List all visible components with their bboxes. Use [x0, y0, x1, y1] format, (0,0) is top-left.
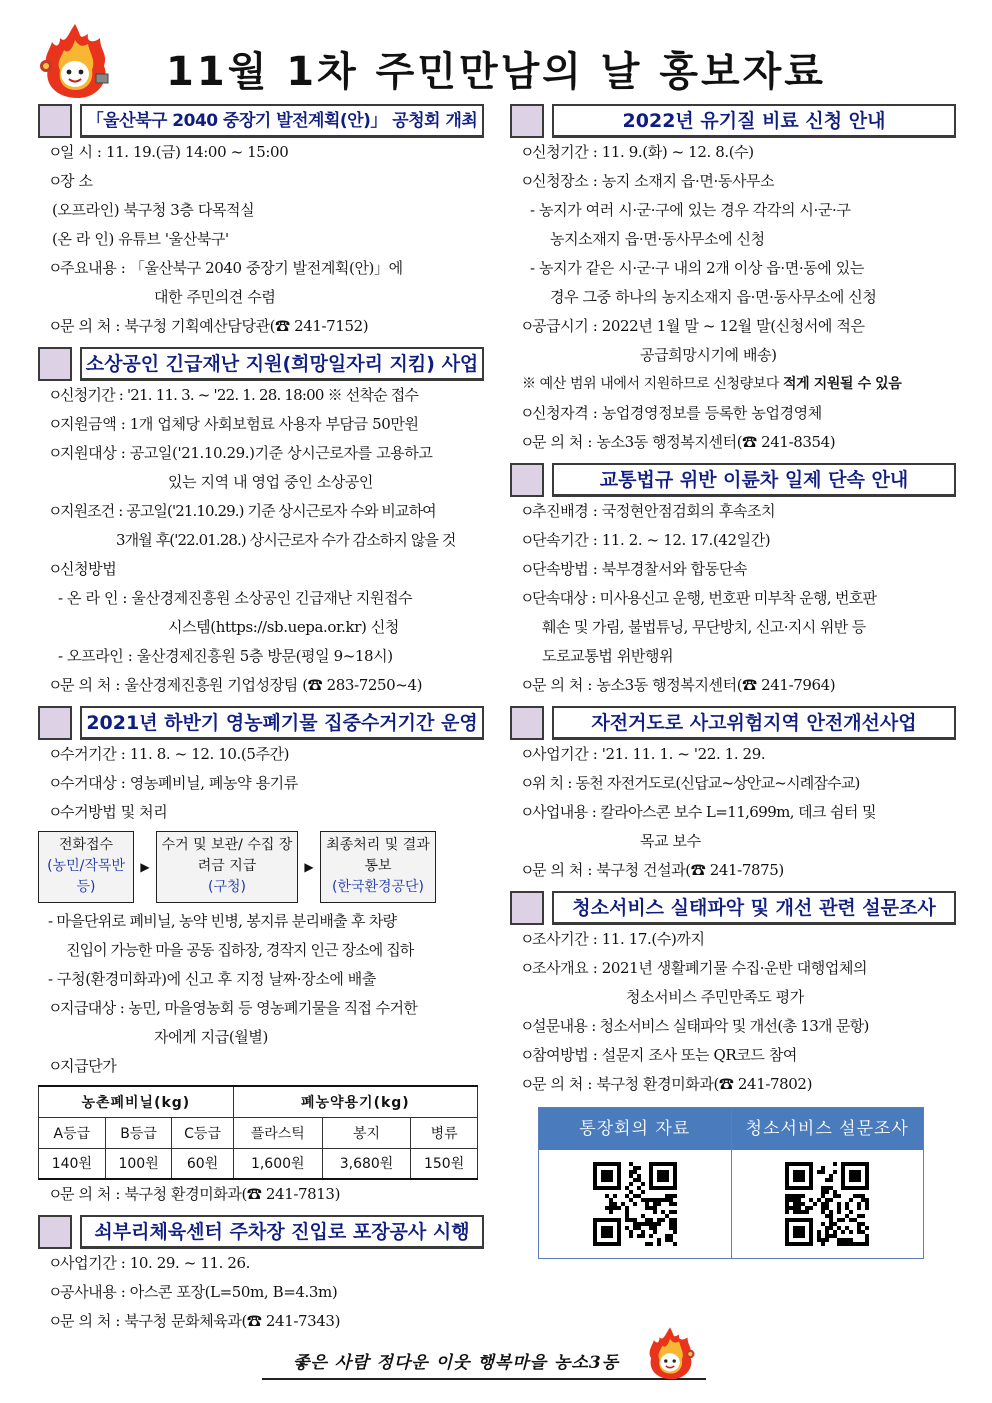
info-line: 목교 보수	[640, 832, 701, 850]
table-header-cell: 병류	[411, 1117, 478, 1148]
table-header-cell: C등급	[172, 1117, 233, 1148]
text: 문 의 처 : 북구청 기획예산담당관(☎ 241-7152)	[60, 317, 369, 335]
text: 수거기간 : 11. 8. ~ 12. 10.(5주간)	[60, 745, 290, 763]
text: 추진배경 : 국정현안점검회의 후속조치	[532, 502, 776, 520]
text: 위 치 : 동천 자전거도로(신답교~상안교~시례잠수교)	[532, 774, 860, 792]
table-header-cell: 플라스틱	[233, 1117, 322, 1148]
info-line: 농지소재지 읍·면·동사무소에 신청	[550, 230, 765, 248]
section-marker	[510, 706, 544, 740]
info-line: ㅇ설문내용 : 청소서비스 실태파악 및 개선(총 13개 문항)	[520, 1017, 869, 1035]
flow-step-sub: (농민/작목반 등)	[47, 858, 125, 895]
section-marker	[510, 463, 544, 497]
text: 장 소	[60, 172, 93, 190]
info-line: ㅇ문 의 처 : 울산경제진흥원 기업성장팀 (☎ 283-7250~4)	[48, 676, 423, 694]
info-line: ㅇ수거방법 및 처리	[48, 803, 168, 821]
text: 문 의 처 : 울산경제진흥원 기업성장팀 (☎ 283-7250~4)	[60, 676, 423, 694]
info-line: ㅇ수거대상 : 영농폐비닐, 폐농약 용기류	[48, 774, 298, 792]
info-line: 진입이 가능한 마을 공동 집하장, 경작지 인근 장소에 집하	[66, 941, 414, 959]
table-cell: 3,680원	[322, 1148, 410, 1179]
info-line: - 온 라 인 : 울산경제진흥원 소상공인 긴급재난 지원접수	[58, 589, 413, 607]
qr-cell-survey	[732, 1108, 924, 1258]
info-line: - 농지가 여러 시·군·구에 있는 경우 각각의 시·군·구	[530, 201, 851, 219]
info-line: ㅇ지급단가	[48, 1057, 117, 1075]
text: 문 의 처 : 북구청 환경미화과(☎ 241-7813)	[60, 1185, 341, 1203]
collection-flow	[38, 831, 484, 903]
arrow-right-icon: ▶	[304, 860, 314, 874]
section-header-motorcycle	[510, 463, 956, 497]
section-header-small-business	[38, 347, 484, 381]
qr-cell-meeting	[539, 1108, 732, 1258]
text: 신청방법	[60, 560, 117, 578]
arrow-right-icon: ▶	[140, 860, 150, 874]
info-line: (온 라 인) 유튜브 '울산북구'	[52, 230, 229, 248]
text: 지원대상 : 공고일('21.10.29.)기준 상시근로자를 고용하고	[60, 444, 433, 462]
note-line	[510, 370, 956, 399]
table-row	[39, 1086, 478, 1117]
info-line: 공급희망시기에 배송)	[640, 346, 777, 364]
info-line: ㅇ지원대상 : 공고일('21.10.29.)기준 상시근로자를 고용하고	[48, 444, 433, 462]
info-line: ㅇ위 치 : 동천 자전거도로(신답교~상안교~시례잠수교)	[520, 774, 860, 792]
info-line: ㅇ공사내용 : 아스콘 포장(L=50m, B=4.3m)	[48, 1283, 338, 1301]
flow-step-sub: (한국환경공단)	[331, 879, 425, 895]
text: 문 의 처 : 북구청 환경미화과(☎ 241-7802)	[532, 1075, 813, 1093]
info-line: ㅇ문 의 처 : 농소3동 행정복지센터(☎ 241-7964)	[520, 676, 836, 694]
info-line: ㅇ신청장소 : 농지 소재지 읍·면·동사무소	[520, 172, 775, 190]
info-line: ㅇ공급시기 : 2022년 1월 말 ~ 12월 말(신청서에 적은	[520, 317, 865, 335]
table-cell: 140원	[39, 1148, 106, 1179]
text: 참여방법 : 설문지 조사 또는 QR코드 참여	[532, 1046, 798, 1064]
info-line: 시스템(https://sb.uepa.or.kr) 신청	[168, 618, 399, 636]
info-line: ㅇ신청방법	[48, 560, 117, 578]
info-line: ㅇ문 의 처 : 농소3동 행정복지센터(☎ 241-8354)	[520, 433, 836, 451]
unit-price-table	[38, 1085, 478, 1180]
info-line: ㅇ장 소	[48, 172, 93, 190]
footer-slogan: 좋은 사람 정다운 이웃 행복마을 농소3동	[262, 1348, 706, 1380]
info-line: ㅇ사업기간 : 10. 29. ~ 11. 26.	[48, 1254, 251, 1272]
info-line: ㅇ사업내용 : 칼라아스콘 보수 L=11,699m, 데크 쉼터 및	[520, 803, 876, 821]
table-group-header: 폐농약용기(kg)	[233, 1086, 477, 1117]
info-line: ㅇ신청자격 : 농업경영정보를 등록한 농업경영체	[520, 404, 822, 422]
info-line: 자에게 지급(월별)	[154, 1028, 268, 1046]
info-line: ㅇ지급대상 : 농민, 마을영농회 등 영농폐기물을 직접 수거한	[48, 999, 418, 1017]
section-marker	[38, 706, 72, 740]
info-line: ㅇ문 의 처 : 북구청 문화체육과(☎ 241-7343)	[48, 1312, 341, 1330]
table-cell: 60원	[172, 1148, 233, 1179]
flow-step-1	[38, 831, 134, 903]
info-line: ㅇ단속방법 : 북부경찰서와 합동단속	[520, 560, 748, 578]
info-line: ㅇ단속기간 : 11. 2. ~ 12. 17.(42일간)	[520, 531, 771, 549]
section-marker	[38, 1215, 72, 1249]
emphasis-text: 적게 지원될 수 있음	[783, 376, 902, 392]
info-line: 훼손 및 가림, 불법튜닝, 무단방치, 신고·지시 위반 등	[542, 618, 866, 636]
info-line: - 구청(환경미화과)에 신고 후 지정 날짜·장소에 배출	[48, 970, 376, 988]
text: 지원조건 : 공고일('21.10.29.) 기준 상시근로자 수와 비교하여	[60, 502, 436, 520]
table-cell: 150원	[411, 1148, 478, 1179]
section-title: 「울산북구 2040 중장기 발전계획(안)」 공청회 개최	[80, 104, 484, 138]
text: 주요내용 : 「울산북구 2040 중장기 발전계획(안)」에	[60, 259, 403, 277]
flame-mascot-icon	[640, 1326, 700, 1382]
flow-step-sub: (구청)	[208, 879, 246, 895]
text: 공급시기 : 2022년 1월 말 ~ 12월 말(신청서에 적은	[532, 317, 865, 335]
text: 일 시 : 11. 19.(금) 14:00 ~ 15:00	[60, 143, 289, 161]
section-header-survey	[510, 891, 956, 925]
info-line: - 오프라인 : 울산경제진흥원 5층 방문(평일 9~18시)	[58, 647, 393, 665]
info-line: - 마을단위로 폐비닐, 농약 빈병, 봉지류 분리배출 후 차량	[48, 912, 397, 930]
qr-label: 통장회의 자료	[539, 1108, 731, 1150]
info-line: ㅇ지원금액 : 1개 업체당 사회보험료 사용자 부담금 50만원	[48, 415, 419, 433]
info-line: ㅇ주요내용 : 「울산북구 2040 중장기 발전계획(안)」에	[48, 259, 403, 277]
text: 수거방법 및 처리	[60, 803, 168, 821]
flow-step-3	[320, 831, 436, 903]
info-line: 3개월 후('22.01.28.) 상시근로자 수가 감소하지 않을 것	[116, 531, 456, 549]
text: 공사내용 : 아스콘 포장(L=50m, B=4.3m)	[60, 1283, 338, 1301]
text: 문 의 처 : 북구청 문화체육과(☎ 241-7343)	[60, 1312, 341, 1330]
info-line: ㅇ사업기간 : '21. 11. 1. ~ '22. 1. 29.	[520, 745, 766, 763]
flow-step-2	[156, 831, 298, 903]
table-row	[39, 1148, 478, 1179]
section-title: 2021년 하반기 영농폐기물 집중수거기간 운영	[80, 706, 484, 740]
table-cell: 100원	[105, 1148, 172, 1179]
text: 조사기간 : 11. 17.(수)까지	[532, 930, 705, 948]
text: 단속대상 : 미사용신고 운행, 번호판 미부착 운행, 번호판	[532, 589, 877, 607]
text: ※ 예산 범위 내에서 지원하므로 신청량보다	[522, 376, 784, 392]
info-line: ㅇ추진배경 : 국정현안점검회의 후속조치	[520, 502, 776, 520]
table-header-cell: 봉지	[322, 1117, 410, 1148]
left-column	[38, 104, 484, 1336]
table-cell: 1,600원	[233, 1148, 322, 1179]
section-title: 교통법규 위반 이륜차 일제 단속 안내	[552, 463, 956, 497]
text: 수거대상 : 영농폐비닐, 폐농약 용기류	[60, 774, 298, 792]
table-header-cell: A등급	[39, 1117, 106, 1148]
info-line: ㅇ문 의 처 : 북구청 건설과(☎ 241-7875)	[520, 861, 784, 879]
info-line: ㅇ신청기간 : '21. 11. 3. ~ '22. 1. 28. 18:00 ※ 선착순 접수	[48, 386, 419, 404]
info-line: ㅇ조사기간 : 11. 17.(수)까지	[520, 930, 705, 948]
text: 사업기간 : 10. 29. ~ 11. 26.	[60, 1254, 251, 1272]
text: 지급단가	[60, 1057, 117, 1075]
table-row	[39, 1117, 478, 1148]
text: 사업기간 : '21. 11. 1. ~ '22. 1. 29.	[532, 745, 766, 763]
section-header-farm-waste	[38, 706, 484, 740]
qr-label: 청소서비스 설문조사	[732, 1108, 924, 1150]
text: 신청자격 : 농업경영정보를 등록한 농업경영체	[532, 404, 822, 422]
section-header-paving	[38, 1215, 484, 1249]
section-marker	[38, 347, 72, 381]
info-line: - 농지가 같은 시·군·구 내의 2개 이상 읍·면·동에 있는	[530, 259, 864, 277]
info-line: ㅇ일 시 : 11. 19.(금) 14:00 ~ 15:00	[48, 143, 289, 161]
info-line: ㅇ문 의 처 : 북구청 환경미화과(☎ 241-7813)	[48, 1185, 341, 1203]
qr-code-icon[interactable]	[539, 1150, 731, 1258]
text: 문 의 처 : 농소3동 행정복지센터(☎ 241-8354)	[532, 433, 836, 451]
text: 문 의 처 : 농소3동 행정복지센터(☎ 241-7964)	[532, 676, 836, 694]
section-title: 소상공인 긴급재난 지원(희망일자리 지킴) 사업	[80, 347, 484, 381]
text: 문 의 처 : 북구청 건설과(☎ 241-7875)	[532, 861, 784, 879]
info-line: ㅇ문 의 처 : 북구청 환경미화과(☎ 241-7802)	[520, 1075, 813, 1093]
flow-step-main: 최종처리 및 결과통보	[326, 837, 430, 874]
info-line: 대한 주민의견 수렴	[154, 288, 276, 306]
info-line: 청소서비스 주민만족도 평가	[626, 988, 804, 1006]
info-line: 경우 그중 하나의 농지소재지 읍·면·동사무소에 신청	[550, 288, 877, 306]
text: 신청장소 : 농지 소재지 읍·면·동사무소	[532, 172, 775, 190]
section-title: 2022년 유기질 비료 신청 안내	[552, 104, 956, 138]
section-header-fertilizer	[510, 104, 956, 138]
qr-code-icon[interactable]	[732, 1150, 924, 1258]
section-marker	[510, 104, 544, 138]
section-header-public-hearing	[38, 104, 484, 138]
qr-panel	[538, 1107, 924, 1259]
text: 설문내용 : 청소서비스 실태파악 및 개선(총 13개 문항)	[532, 1017, 869, 1035]
section-title: 청소서비스 실태파악 및 개선 관련 설문조사	[552, 891, 956, 925]
info-line: ㅇ조사개요 : 2021년 생활폐기물 수집·운반 대행업체의	[520, 959, 868, 977]
table-header-cell: B등급	[105, 1117, 172, 1148]
info-line: ㅇ단속대상 : 미사용신고 운행, 번호판 미부착 운행, 번호판	[520, 589, 877, 607]
flow-step-main: 수거 및 보관/ 수집 장려금 지급	[161, 837, 293, 874]
text: 조사개요 : 2021년 생활폐기물 수집·운반 대행업체의	[532, 959, 868, 977]
section-marker	[510, 891, 544, 925]
text: 단속기간 : 11. 2. ~ 12. 17.(42일간)	[532, 531, 771, 549]
info-line: ㅇ신청기간 : 11. 9.(화) ~ 12. 8.(수)	[520, 143, 754, 161]
text: 신청기간 : '21. 11. 3. ~ '22. 1. 28. 18:00 ※ 선착순 접수	[60, 386, 419, 404]
section-header-bike-road	[510, 706, 956, 740]
section-title: 쇠부리체육센터 주차장 진입로 포장공사 시행	[80, 1215, 484, 1249]
text: 지원금액 : 1개 업체당 사회보험료 사용자 부담금 50만원	[60, 415, 419, 433]
section-marker	[38, 104, 72, 138]
text: 사업내용 : 칼라아스콘 보수 L=11,699m, 데크 쉼터 및	[532, 803, 876, 821]
info-line: ㅇ문 의 처 : 북구청 기획예산담당관(☎ 241-7152)	[48, 317, 369, 335]
flow-step-main: 전화접수	[58, 837, 114, 853]
info-line: ㅇ수거기간 : 11. 8. ~ 12. 10.(5주간)	[48, 745, 290, 763]
info-line: 있는 지역 내 영업 중인 소상공인	[168, 473, 374, 491]
info-line: (오프라인) 북구청 3층 다목적실	[52, 201, 255, 219]
info-line: ㅇ지원조건 : 공고일('21.10.29.) 기준 상시근로자 수와 비교하여	[48, 502, 436, 520]
right-column	[510, 104, 956, 1099]
info-line: 도로교통법 위반행위	[542, 647, 674, 665]
info-line: ㅇ참여방법 : 설문지 조사 또는 QR코드 참여	[520, 1046, 798, 1064]
section-title: 자전거도로 사고위험지역 안전개선사업	[552, 706, 956, 740]
text: 단속방법 : 북부경찰서와 합동단속	[532, 560, 748, 578]
table-group-header: 농촌폐비닐(kg)	[39, 1086, 234, 1117]
text: 지급대상 : 농민, 마을영농회 등 영농폐기물을 직접 수거한	[60, 999, 418, 1017]
text: 신청기간 : 11. 9.(화) ~ 12. 8.(수)	[532, 143, 754, 161]
page-title: 11월 1차 주민만남의 날 홍보자료	[166, 49, 826, 95]
